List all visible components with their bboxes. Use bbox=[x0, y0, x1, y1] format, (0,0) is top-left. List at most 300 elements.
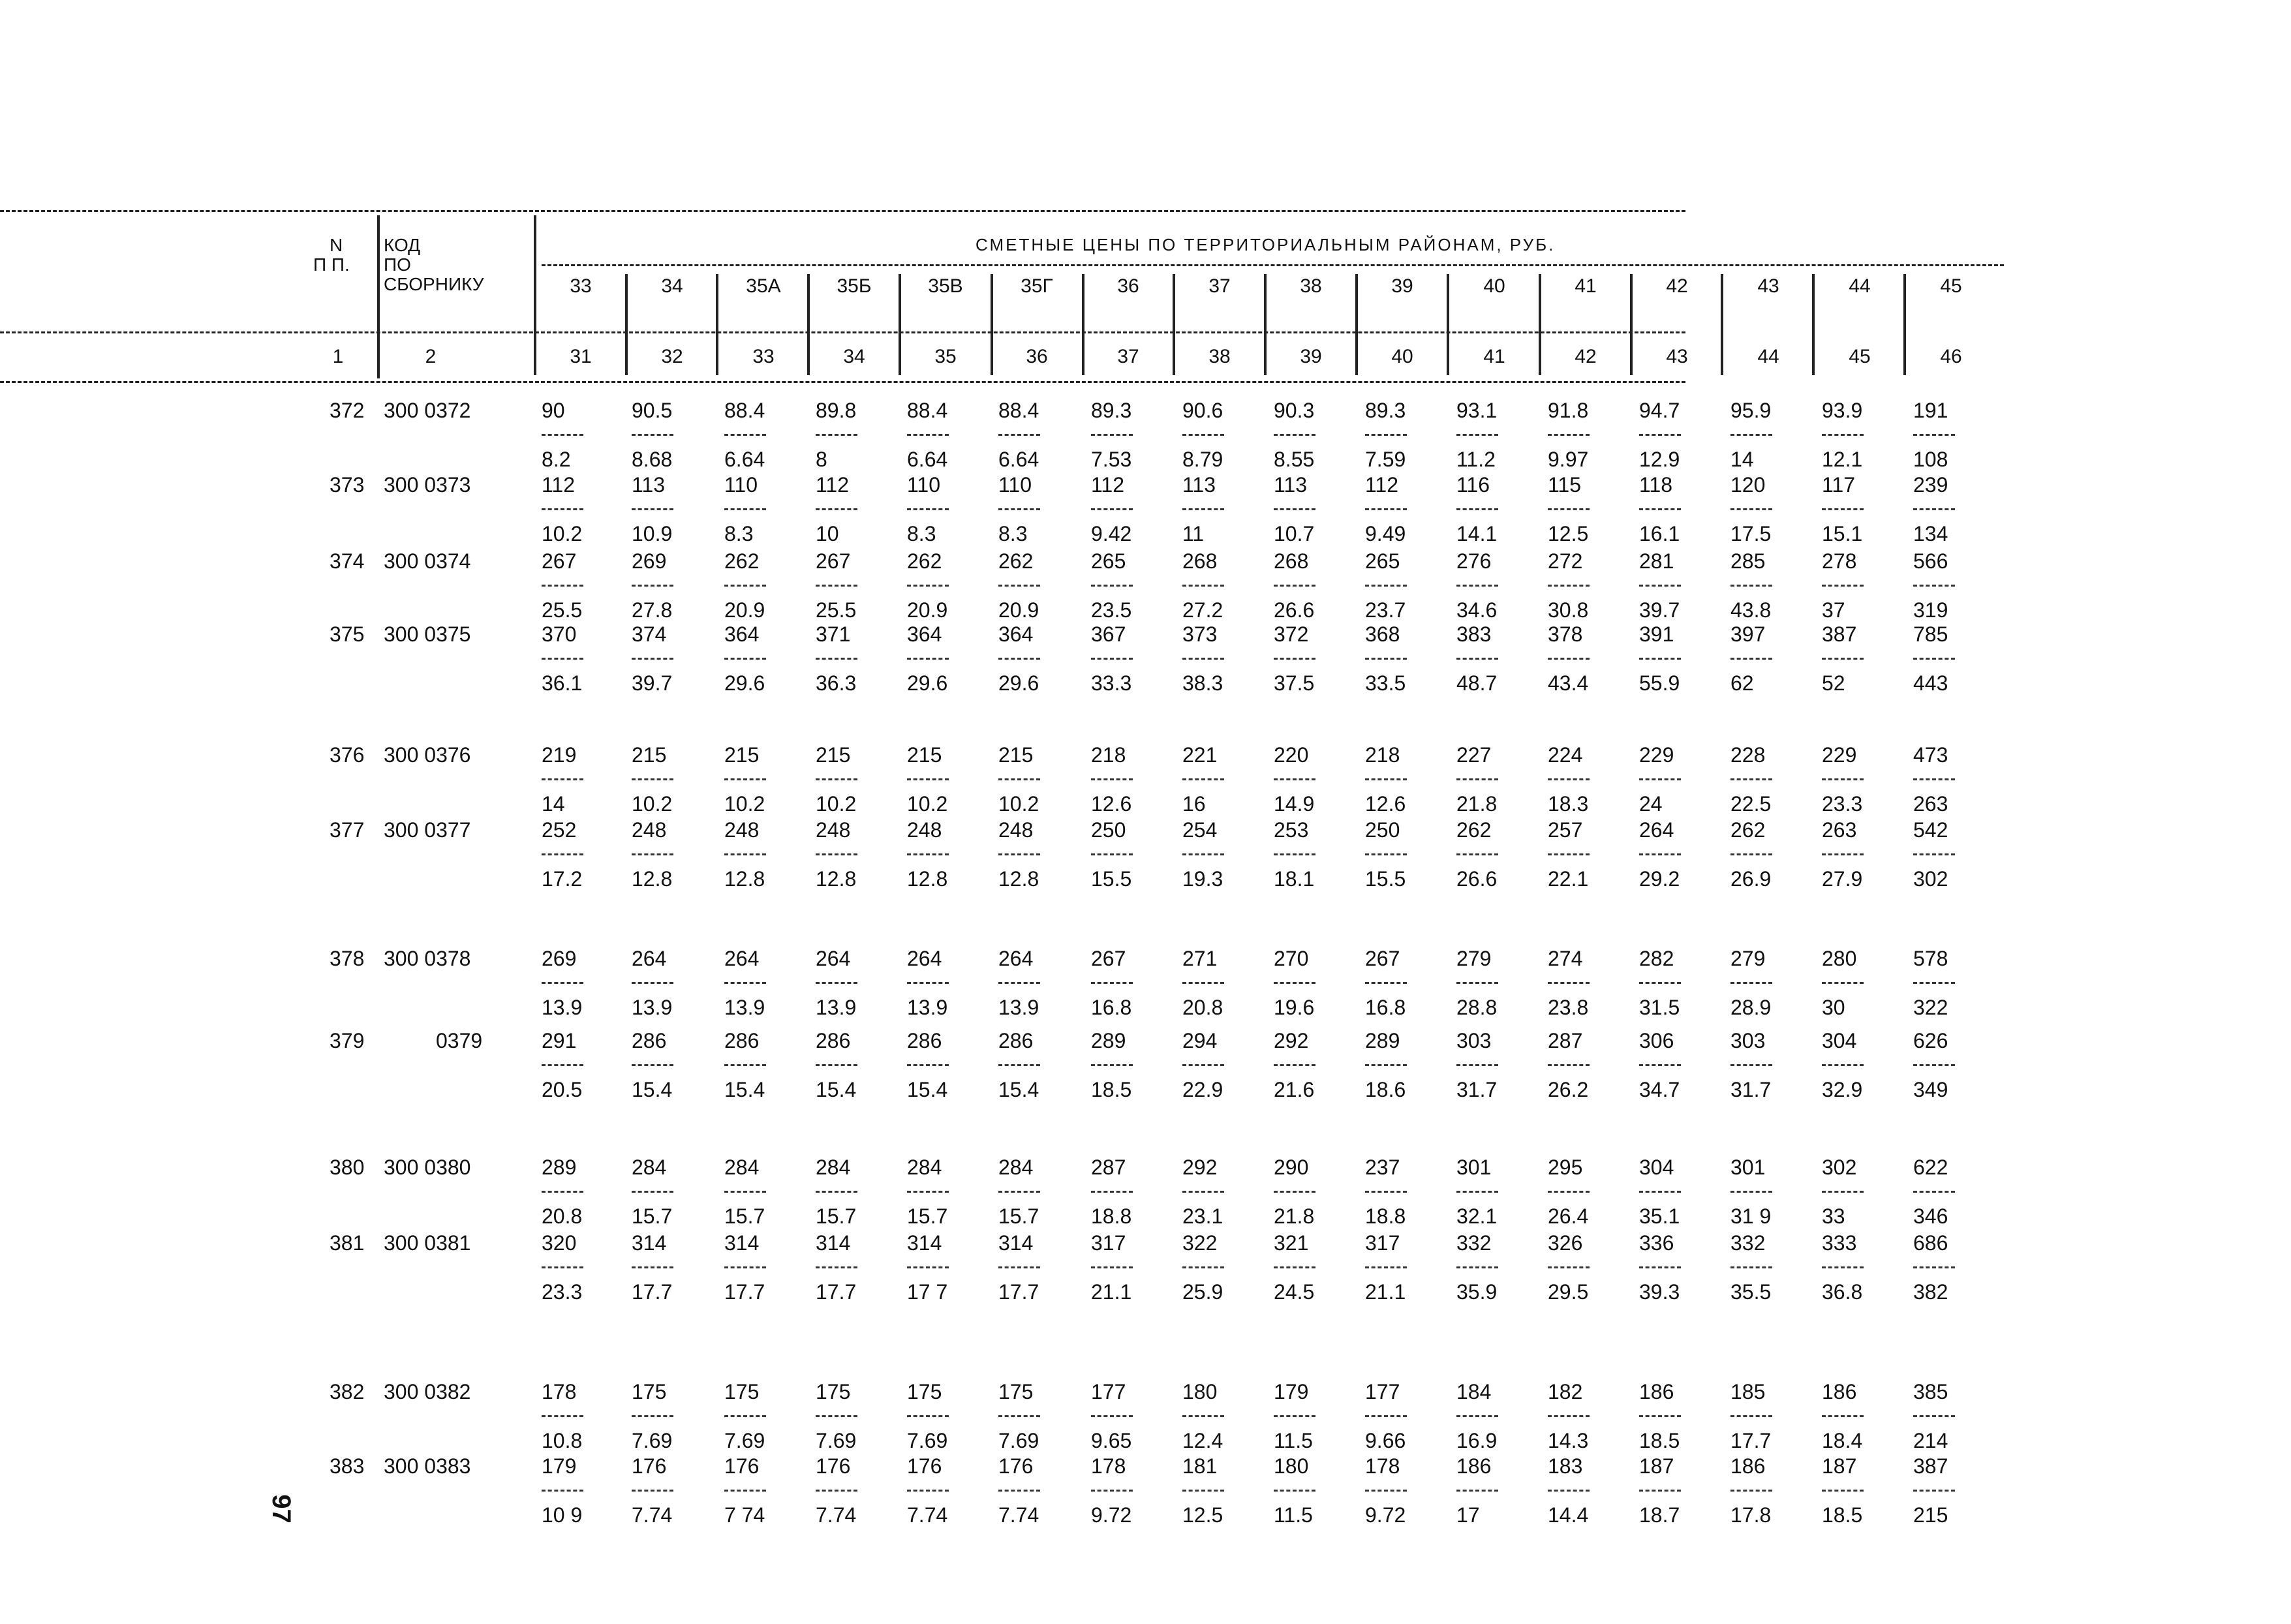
price-value: 175 bbox=[724, 1380, 760, 1403]
fraction-bar bbox=[1274, 434, 1315, 436]
price-value-lower: 22.5 bbox=[1730, 792, 1772, 816]
price-value: 285 bbox=[1730, 549, 1766, 573]
price-value-lower: 7.69 bbox=[998, 1429, 1039, 1452]
fraction-bar bbox=[724, 1064, 766, 1066]
price-value-lower: 9.97 bbox=[1548, 448, 1589, 471]
header-code-label: ПО bbox=[384, 254, 411, 275]
fraction-bar bbox=[1913, 1191, 1955, 1193]
price-value: 263 bbox=[1822, 818, 1857, 842]
price-value-lower: 17.5 bbox=[1730, 522, 1772, 545]
price-value: 279 bbox=[1730, 947, 1766, 970]
fraction-bar bbox=[632, 1266, 673, 1268]
header-region: 34 bbox=[661, 275, 683, 297]
fraction-bar bbox=[816, 434, 857, 436]
price-value: 272 bbox=[1548, 549, 1583, 573]
fraction-bar bbox=[816, 778, 857, 780]
price-value-lower: 18.6 bbox=[1365, 1078, 1406, 1101]
fraction-bar bbox=[724, 1415, 766, 1417]
fraction-bar bbox=[1274, 1266, 1315, 1268]
price-value-lower: 23.7 bbox=[1365, 598, 1406, 622]
price-value-lower: 13.9 bbox=[816, 996, 857, 1019]
price-value-lower: 10.2 bbox=[632, 792, 673, 816]
price-value-lower: 14.3 bbox=[1548, 1429, 1589, 1452]
table-divider bbox=[1082, 274, 1084, 375]
price-value-lower: 17.7 bbox=[632, 1280, 673, 1304]
fraction-bar bbox=[1091, 778, 1133, 780]
price-value: 227 bbox=[1456, 743, 1492, 767]
price-value-lower: 12.6 bbox=[1365, 792, 1406, 816]
fraction-bar bbox=[1182, 585, 1224, 587]
fraction-bar bbox=[632, 508, 673, 510]
fraction-bar bbox=[1456, 1191, 1498, 1193]
header-colnum: 39 bbox=[1300, 346, 1322, 367]
fraction-bar bbox=[1456, 508, 1498, 510]
fraction-bar bbox=[1639, 982, 1681, 984]
fraction-bar bbox=[998, 1064, 1040, 1066]
fraction-bar bbox=[998, 853, 1040, 855]
header-colnum: 43 bbox=[1666, 346, 1688, 367]
fraction-bar bbox=[1913, 853, 1955, 855]
fraction-bar bbox=[724, 1490, 766, 1492]
price-value: 252 bbox=[542, 818, 577, 842]
price-value: 473 bbox=[1913, 743, 1948, 767]
price-value-lower: 15.7 bbox=[998, 1204, 1039, 1228]
table-divider bbox=[625, 274, 628, 375]
price-value-lower: 15.5 bbox=[1091, 867, 1132, 891]
fraction-bar bbox=[907, 982, 949, 984]
price-value: 267 bbox=[816, 549, 851, 573]
price-value: 286 bbox=[724, 1029, 760, 1052]
fraction-bar bbox=[1274, 508, 1315, 510]
price-value-lower: 13.9 bbox=[542, 996, 583, 1019]
price-value-lower: 12.5 bbox=[1548, 522, 1589, 545]
price-value-lower: 27.9 bbox=[1822, 867, 1863, 891]
price-value: 372 bbox=[1274, 622, 1309, 646]
price-value: 542 bbox=[1913, 818, 1948, 842]
fraction-bar bbox=[1639, 508, 1681, 510]
price-value-lower: 11.5 bbox=[1274, 1429, 1313, 1452]
price-value: 286 bbox=[632, 1029, 667, 1052]
price-value-lower: 8 bbox=[816, 448, 827, 471]
price-value-lower: 10.2 bbox=[542, 522, 583, 545]
price-value-lower: 29.6 bbox=[998, 671, 1039, 695]
price-value: 306 bbox=[1639, 1029, 1674, 1052]
price-value-lower: 7.69 bbox=[907, 1429, 948, 1452]
fraction-bar bbox=[1639, 778, 1681, 780]
price-value: 224 bbox=[1548, 743, 1583, 767]
fraction-bar bbox=[632, 1490, 673, 1492]
price-value-lower: 21.8 bbox=[1274, 1204, 1315, 1228]
price-value: 295 bbox=[1548, 1156, 1583, 1179]
fraction-bar bbox=[816, 853, 857, 855]
price-value-lower: 31.7 bbox=[1730, 1078, 1772, 1101]
price-value-lower: 7.74 bbox=[816, 1503, 857, 1527]
header-num-label: П П. bbox=[313, 254, 350, 275]
price-value: 180 bbox=[1182, 1380, 1218, 1403]
price-value: 281 bbox=[1639, 549, 1674, 573]
fraction-bar bbox=[1730, 658, 1772, 660]
fraction-bar bbox=[632, 1191, 673, 1193]
row-num: 374 bbox=[330, 549, 365, 573]
price-value-lower: 7.59 bbox=[1365, 448, 1406, 471]
price-value: 267 bbox=[1091, 947, 1126, 970]
price-value: 292 bbox=[1274, 1029, 1309, 1052]
price-value: 248 bbox=[998, 818, 1034, 842]
price-value: 187 bbox=[1822, 1454, 1857, 1478]
price-value: 110 bbox=[724, 473, 758, 497]
fraction-bar bbox=[1639, 585, 1681, 587]
price-value-lower: 31.7 bbox=[1456, 1078, 1498, 1101]
fraction-bar bbox=[816, 658, 857, 660]
price-value: 176 bbox=[724, 1454, 760, 1478]
fraction-bar bbox=[1365, 778, 1407, 780]
price-value: 302 bbox=[1822, 1156, 1857, 1179]
price-value: 264 bbox=[907, 947, 942, 970]
price-value-lower: 36.1 bbox=[542, 671, 583, 695]
fraction-bar bbox=[1456, 1415, 1498, 1417]
price-value-lower: 13.9 bbox=[907, 996, 948, 1019]
price-value-lower: 16 bbox=[1182, 792, 1206, 816]
price-value: 303 bbox=[1730, 1029, 1766, 1052]
fraction-bar bbox=[816, 585, 857, 587]
fraction-bar bbox=[724, 982, 766, 984]
row-code: 300 0383 bbox=[384, 1454, 471, 1478]
fraction-bar bbox=[816, 1191, 857, 1193]
price-value: 94.7 bbox=[1639, 399, 1680, 422]
fraction-bar bbox=[1365, 1415, 1407, 1417]
fraction-bar bbox=[1365, 508, 1407, 510]
price-value: 304 bbox=[1639, 1156, 1674, 1179]
fraction-bar bbox=[1639, 1064, 1681, 1066]
price-value-lower: 12.6 bbox=[1091, 792, 1132, 816]
price-value-lower: 20.5 bbox=[542, 1078, 583, 1101]
price-value: 89.8 bbox=[816, 399, 857, 422]
price-value: 326 bbox=[1548, 1231, 1583, 1255]
price-value-lower: 39.3 bbox=[1639, 1280, 1680, 1304]
price-value: 282 bbox=[1639, 947, 1674, 970]
price-value-lower: 10.7 bbox=[1274, 522, 1315, 545]
price-value: 215 bbox=[816, 743, 851, 767]
fraction-bar bbox=[907, 658, 949, 660]
price-value: 378 bbox=[1548, 622, 1583, 646]
fraction-bar bbox=[632, 658, 673, 660]
table-divider bbox=[899, 274, 901, 375]
price-value: 287 bbox=[1091, 1156, 1126, 1179]
price-value-lower: 35.1 bbox=[1639, 1204, 1680, 1228]
price-value: 265 bbox=[1365, 549, 1400, 573]
price-value: 179 bbox=[542, 1454, 577, 1478]
price-value: 215 bbox=[907, 743, 942, 767]
fraction-bar bbox=[1913, 1415, 1955, 1417]
price-value-lower: 21.6 bbox=[1274, 1078, 1315, 1101]
header-region: 39 bbox=[1391, 275, 1413, 297]
fraction-bar bbox=[542, 853, 583, 855]
price-value: 262 bbox=[998, 549, 1034, 573]
fraction-bar bbox=[907, 1490, 949, 1492]
price-value-lower: 7 74 bbox=[724, 1503, 765, 1527]
price-value: 113 bbox=[1182, 473, 1216, 497]
row-num: 377 bbox=[330, 818, 365, 842]
price-value: 248 bbox=[724, 818, 760, 842]
price-value: 250 bbox=[1091, 818, 1126, 842]
row-code: 300 0382 bbox=[384, 1380, 471, 1403]
fraction-bar bbox=[1913, 1490, 1955, 1492]
price-value-lower: 33.3 bbox=[1091, 671, 1132, 695]
price-value-lower: 36.3 bbox=[816, 671, 857, 695]
header-region: 36 bbox=[1117, 275, 1139, 297]
fraction-bar bbox=[1274, 658, 1315, 660]
price-value: 118 bbox=[1639, 473, 1673, 497]
price-value: 373 bbox=[1182, 622, 1218, 646]
price-value: 113 bbox=[632, 473, 666, 497]
price-value: 239 bbox=[1913, 473, 1948, 497]
fraction-bar bbox=[907, 1064, 949, 1066]
fraction-bar bbox=[542, 508, 583, 510]
price-value: 284 bbox=[632, 1156, 667, 1179]
price-value-lower: 8.3 bbox=[907, 522, 936, 545]
fraction-bar bbox=[1730, 982, 1772, 984]
header-region: 40 bbox=[1483, 275, 1505, 297]
price-value: 269 bbox=[632, 549, 667, 573]
fraction-bar bbox=[816, 1266, 857, 1268]
price-value: 176 bbox=[998, 1454, 1034, 1478]
fraction-bar bbox=[632, 1415, 673, 1417]
fraction-bar bbox=[1456, 1266, 1498, 1268]
price-value-lower: 15.4 bbox=[632, 1078, 673, 1101]
price-value-lower: 35.5 bbox=[1730, 1280, 1772, 1304]
fraction-bar bbox=[1091, 434, 1133, 436]
fraction-bar bbox=[632, 778, 673, 780]
fraction-bar bbox=[1091, 1064, 1133, 1066]
price-value: 336 bbox=[1639, 1231, 1674, 1255]
price-value-lower: 21.1 bbox=[1365, 1280, 1406, 1304]
price-value: 367 bbox=[1091, 622, 1126, 646]
fraction-bar bbox=[724, 778, 766, 780]
price-value: 314 bbox=[907, 1231, 942, 1255]
price-value-lower: 26.2 bbox=[1548, 1078, 1589, 1101]
price-value-lower: 322 bbox=[1913, 996, 1948, 1019]
price-value: 179 bbox=[1274, 1380, 1309, 1403]
price-value-lower: 52 bbox=[1822, 671, 1845, 695]
price-value-lower: 32.1 bbox=[1456, 1204, 1498, 1228]
price-value: 364 bbox=[998, 622, 1034, 646]
table-divider bbox=[377, 215, 380, 378]
price-value: 89.3 bbox=[1091, 399, 1132, 422]
fraction-bar bbox=[1548, 778, 1590, 780]
fraction-bar bbox=[542, 434, 583, 436]
fraction-bar bbox=[542, 1266, 583, 1268]
price-value: 88.4 bbox=[907, 399, 948, 422]
fraction-bar bbox=[1548, 658, 1590, 660]
price-value: 284 bbox=[816, 1156, 851, 1179]
row-num: 382 bbox=[330, 1380, 365, 1403]
row-num: 376 bbox=[330, 743, 365, 767]
fraction-bar bbox=[998, 1415, 1040, 1417]
price-value-lower: 48.7 bbox=[1456, 671, 1498, 695]
price-value-lower: 10 bbox=[816, 522, 839, 545]
row-num: 375 bbox=[330, 622, 365, 646]
price-value: 290 bbox=[1274, 1156, 1309, 1179]
header-region: 35А bbox=[746, 275, 781, 297]
fraction-bar bbox=[1091, 982, 1133, 984]
price-value: 287 bbox=[1548, 1029, 1583, 1052]
price-value: 90.6 bbox=[1182, 399, 1223, 422]
price-value-lower: 10.2 bbox=[998, 792, 1039, 816]
price-value-lower: 29.6 bbox=[907, 671, 948, 695]
fraction-bar bbox=[1548, 434, 1590, 436]
fraction-bar bbox=[542, 778, 583, 780]
price-value: 175 bbox=[816, 1380, 851, 1403]
row-num: 379 bbox=[330, 1029, 365, 1052]
header-colnum: 46 bbox=[1940, 346, 1962, 367]
price-value: 176 bbox=[816, 1454, 851, 1478]
fraction-bar bbox=[1456, 853, 1498, 855]
price-value: 370 bbox=[542, 622, 577, 646]
fraction-bar bbox=[1182, 658, 1224, 660]
price-value-lower: 11 bbox=[1182, 522, 1205, 545]
fraction-bar bbox=[816, 508, 857, 510]
fraction-bar bbox=[1548, 1064, 1590, 1066]
header-colnum: 35 bbox=[934, 346, 957, 367]
price-value: 387 bbox=[1913, 1454, 1948, 1478]
row-code: 300 0377 bbox=[384, 818, 471, 842]
price-value: 622 bbox=[1913, 1156, 1948, 1179]
fraction-bar bbox=[542, 658, 583, 660]
price-value-lower: 34.6 bbox=[1456, 598, 1498, 622]
price-value-lower: 36.8 bbox=[1822, 1280, 1863, 1304]
price-value-lower: 29.2 bbox=[1639, 867, 1680, 891]
price-value-lower: 32.9 bbox=[1822, 1078, 1863, 1101]
price-value: 286 bbox=[998, 1029, 1034, 1052]
fraction-bar bbox=[998, 778, 1040, 780]
table-divider bbox=[716, 274, 718, 375]
fraction-bar bbox=[1456, 658, 1498, 660]
price-value: 385 bbox=[1913, 1380, 1948, 1403]
header-colnum: 40 bbox=[1391, 346, 1413, 367]
row-code: 300 0381 bbox=[384, 1231, 471, 1255]
price-value-lower: 12.8 bbox=[632, 867, 673, 891]
fraction-bar bbox=[1182, 508, 1224, 510]
header-region: 38 bbox=[1300, 275, 1322, 297]
table-divider bbox=[1447, 274, 1449, 375]
fraction-bar bbox=[1456, 1064, 1498, 1066]
price-value-lower: 24 bbox=[1639, 792, 1663, 816]
price-value-lower: 35.9 bbox=[1456, 1280, 1498, 1304]
fraction-bar bbox=[724, 508, 766, 510]
price-value: 264 bbox=[724, 947, 760, 970]
fraction-bar bbox=[1730, 1191, 1772, 1193]
table-rule bbox=[0, 381, 1685, 383]
price-value: 184 bbox=[1456, 1380, 1492, 1403]
price-value-lower: 20.9 bbox=[724, 598, 765, 622]
price-value-lower: 7.74 bbox=[998, 1503, 1039, 1527]
price-value: 215 bbox=[632, 743, 667, 767]
price-value: 291 bbox=[542, 1029, 577, 1052]
price-value: 88.4 bbox=[998, 399, 1039, 422]
fraction-bar bbox=[542, 1490, 583, 1492]
price-value: 268 bbox=[1274, 549, 1309, 573]
fraction-bar bbox=[1822, 778, 1864, 780]
fraction-bar bbox=[1456, 778, 1498, 780]
price-value: 264 bbox=[1639, 818, 1674, 842]
fraction-bar bbox=[1091, 1191, 1133, 1193]
price-value: 284 bbox=[907, 1156, 942, 1179]
price-value: 262 bbox=[907, 549, 942, 573]
price-value: 268 bbox=[1182, 549, 1218, 573]
row-num: 381 bbox=[330, 1231, 365, 1255]
price-value: 175 bbox=[998, 1380, 1034, 1403]
header-colnum: 44 bbox=[1757, 346, 1779, 367]
fraction-bar bbox=[1274, 778, 1315, 780]
fraction-bar bbox=[1274, 1191, 1315, 1193]
fraction-bar bbox=[998, 1490, 1040, 1492]
fraction-bar bbox=[1091, 1415, 1133, 1417]
price-value: 374 bbox=[632, 622, 667, 646]
price-value-lower: 16.9 bbox=[1456, 1429, 1498, 1452]
price-value: 112 bbox=[816, 473, 850, 497]
price-value: 183 bbox=[1548, 1454, 1583, 1478]
price-value-lower: 9.72 bbox=[1091, 1503, 1132, 1527]
fraction-bar bbox=[1091, 585, 1133, 587]
fraction-bar bbox=[1913, 982, 1955, 984]
price-value-lower: 9.65 bbox=[1091, 1429, 1132, 1452]
price-value: 264 bbox=[632, 947, 667, 970]
price-value: 321 bbox=[1274, 1231, 1309, 1255]
row-code: 300 0374 bbox=[384, 549, 471, 573]
fraction-bar bbox=[1548, 1191, 1590, 1193]
price-value: 112 bbox=[542, 473, 576, 497]
fraction-bar bbox=[1182, 982, 1224, 984]
price-value-lower: 9.72 bbox=[1365, 1503, 1406, 1527]
header-colnum: 2 bbox=[425, 346, 437, 367]
fraction-bar bbox=[1639, 1266, 1681, 1268]
price-value-lower: 11.5 bbox=[1274, 1503, 1313, 1527]
price-value-lower: 25.5 bbox=[542, 598, 583, 622]
price-value-lower: 34.7 bbox=[1639, 1078, 1680, 1101]
header-region: 44 bbox=[1849, 275, 1871, 297]
price-value-lower: 33 bbox=[1822, 1204, 1845, 1228]
price-value-lower: 14.1 bbox=[1456, 522, 1498, 545]
fraction-bar bbox=[1091, 1490, 1133, 1492]
fraction-bar bbox=[1365, 1191, 1407, 1193]
price-value-lower: 13.9 bbox=[998, 996, 1039, 1019]
fraction-bar bbox=[1548, 1490, 1590, 1492]
price-value: 274 bbox=[1548, 947, 1583, 970]
price-value-lower: 39.7 bbox=[632, 671, 673, 695]
price-value: 364 bbox=[724, 622, 760, 646]
fraction-bar bbox=[816, 1490, 857, 1492]
fraction-bar bbox=[1913, 434, 1955, 436]
header-colnum: 33 bbox=[752, 346, 775, 367]
fraction-bar bbox=[724, 658, 766, 660]
header-region: 35Г bbox=[1021, 275, 1053, 297]
price-value: 182 bbox=[1548, 1380, 1583, 1403]
price-value-lower: 108 bbox=[1913, 448, 1948, 471]
fraction-bar bbox=[632, 982, 673, 984]
price-value: 397 bbox=[1730, 622, 1766, 646]
price-value-lower: 17.7 bbox=[724, 1280, 765, 1304]
price-value-lower: 15.5 bbox=[1365, 867, 1406, 891]
price-value: 332 bbox=[1456, 1231, 1492, 1255]
price-value: 253 bbox=[1274, 818, 1309, 842]
price-value: 90.5 bbox=[632, 399, 673, 422]
fraction-bar bbox=[1822, 1064, 1864, 1066]
table-rule bbox=[542, 264, 2004, 266]
price-value: 332 bbox=[1730, 1231, 1766, 1255]
price-value-lower: 21.8 bbox=[1456, 792, 1498, 816]
price-value-lower: 22.1 bbox=[1548, 867, 1589, 891]
price-value: 264 bbox=[998, 947, 1034, 970]
